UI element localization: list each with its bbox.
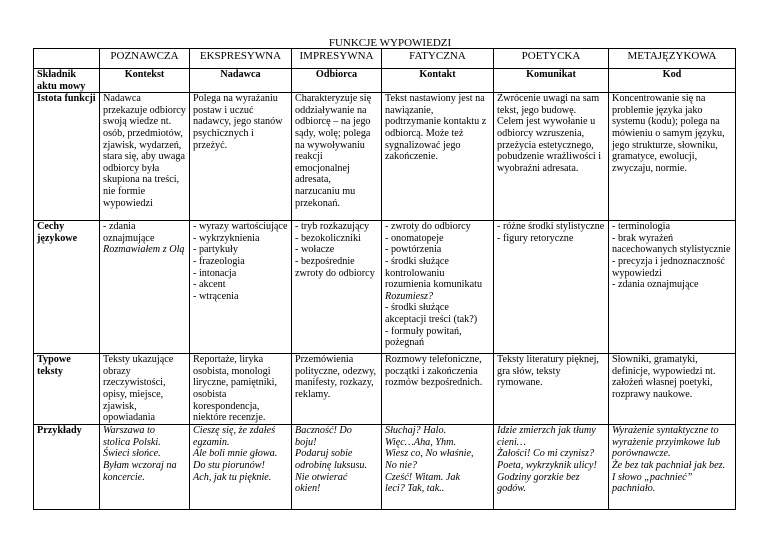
cell-line: - intonacja (193, 267, 237, 279)
cell-line: - wołacze (295, 244, 335, 256)
cell-line: koncercie. (103, 471, 145, 483)
cell-line: cieni… (497, 436, 526, 448)
cell-line: - wyrazy wartościujące (193, 221, 288, 233)
cell-line: leci? Tak, tak.. (385, 483, 445, 495)
cell-line: odrobinę luksusu. (295, 459, 368, 471)
table-cell: Rozmowy telefoniczne, początki i zakończenia rozmów bezpośrednich. (382, 354, 494, 425)
table-cell: Zwrócenie uwagi na sam tekst, jego budowę. Celem jest wywołanie u odbiorcy wzruszenia, przeżycia estetycznego, pobudzenie wrażliwości i wyobraźni adresata. (494, 93, 609, 221)
table-cell (494, 425, 609, 510)
table-cell (100, 425, 190, 510)
function-header: FATYCZNA (382, 49, 494, 69)
component-header-row (34, 69, 736, 93)
component-header: Kontakt (382, 69, 494, 93)
cell-line: Warszawa to (103, 425, 155, 437)
cell-line: Ach, jak tu pięknie. (193, 471, 272, 483)
component-header: Nadawca (190, 69, 292, 93)
table-cell (609, 221, 736, 354)
table-cell: Koncentrowanie się na problemie języka jako systemu (kodu); polega na mówieniu o samym języku, jego strukturze, słowniku, gramatyce, ewolucji, zwyczaju, normie. (609, 93, 736, 221)
function-header-row (34, 49, 736, 69)
cell-line: Rozmawiałem z Olą (103, 244, 185, 256)
cell-line: Żałości! Co mi czynisz? (497, 448, 595, 460)
table-cell (609, 425, 736, 510)
row-label: Istota funkcji (34, 93, 100, 221)
cell-line: I słowo „pachnieć” (612, 471, 693, 483)
cell-line: Podaruj sobie (295, 448, 353, 460)
cell-line: - środki służące kontrolowaniu rozumienia komunikatu (385, 255, 483, 291)
cell-line: okien! (295, 483, 321, 495)
cell-line: - zdania oznajmujące (612, 279, 699, 291)
cell-line: wyrażenie przyimkowe lub (612, 436, 721, 448)
component-header: Kontekst (100, 69, 190, 93)
component-header: Kod (609, 69, 736, 93)
cell-line: Baczność! Do (295, 425, 352, 437)
cell-line: porównawcze. (612, 448, 671, 460)
cell-line: - zwroty do odbiorcy (385, 221, 471, 233)
cell-line: - powtórzenia (385, 244, 442, 256)
row-label: Typowe teksty (34, 354, 100, 425)
cell-line: Poeta, wykrzyknik ulicy! (497, 459, 597, 471)
cell-line: Cześć! Witam. Jak (385, 471, 460, 483)
table-row (34, 93, 736, 221)
cell-line: boju! (295, 436, 317, 448)
table-row (34, 354, 736, 425)
cell-line: Rozumiesz? (385, 290, 434, 302)
cell-line: Słuchaj? Halo. (385, 425, 447, 437)
row-header-label: Składnik aktu mowy (34, 69, 100, 93)
table-cell (382, 221, 494, 354)
component-header: Komunikat (494, 69, 609, 93)
cell-line: - brak wyrażeń nacechowanych stylistycznie (612, 232, 731, 256)
table-cell: Słowniki, gramatyki, definicje, wypowiedzi nt. założeń własnej poetyki, rozprawy naukowe. (609, 354, 736, 425)
cell-line: - wykrzyknienia (193, 232, 260, 244)
document-title: FUNKCJE WYPOWIEDZI (328, 37, 452, 49)
cell-line: - zdania oznajmujące (103, 221, 155, 244)
row-label: Przykłady (34, 425, 100, 510)
cell-line: - onomatopeje (385, 232, 444, 244)
cell-line: Byłam wczoraj na (103, 459, 177, 471)
cell-line: No nie? (385, 459, 417, 471)
table-cell (190, 221, 292, 354)
cell-line: - bezpośrednie zwroty do odbiorcy (295, 255, 375, 279)
cell-line: - akcent (193, 279, 226, 291)
cell-line: - frazeologia (193, 255, 245, 267)
cell-line: Godziny gorzkie bez (497, 471, 580, 483)
cell-line: Idzie zmierzch jak tłumy (497, 425, 596, 437)
cell-line: - bezokoliczniki (295, 232, 361, 244)
table-cell (190, 425, 292, 510)
component-header: Odbiorca (292, 69, 382, 93)
function-header: POZNAWCZA (100, 49, 190, 69)
table-cell: Nadawca przekazuje odbiorcy swoją wiedze nt. osób, przedmiotów, zjawisk, wydarzeń, stara się, aby uwaga odbiorcy była skupiona na treści, nie formie wypowiedzi (100, 93, 190, 221)
cell-line: Cieszę się, że zdałeś (193, 425, 276, 437)
corner-cell (34, 49, 100, 69)
cell-line: Świeci słońce. (103, 448, 161, 460)
cell-line: - formuły powitań, pożegnań (385, 325, 465, 349)
row-label: Cechy językowe (34, 221, 100, 354)
cell-line: godów. (497, 483, 526, 495)
cell-line: Więc…Aha, Yhm. (385, 436, 457, 448)
cell-line: Że bez tak pachniał jak bez. (612, 459, 726, 471)
table-cell: Reportaże, liryka osobista, monologi liryczne, pamiętniki, osobista korespondencja, niektóre recenzje. (190, 354, 292, 425)
table-cell: Teksty literatury pięknej, gra słów, teksty rymowane. (494, 354, 609, 425)
cell-line: egzamin. (193, 436, 230, 448)
table-cell: Charakteryzuje się oddziaływanie na odbiorcę – na jego sądy, wolę; polega na wywoływaniu reakcji emocjonalnej adresata, narzucaniu mu przekonań. (292, 93, 382, 221)
table-cell (382, 425, 494, 510)
cell-line: Ale boli mnie głowa. (193, 448, 278, 460)
cell-line: stolica Polski. (103, 436, 161, 448)
cell-line: - terminologia (612, 221, 670, 233)
table-cell: Polega na wyrażaniu postaw i uczuć nadawcy, jego stanów psychicznych i przeżyć. (190, 93, 292, 221)
cell-line: - różne środki stylistyczne (497, 221, 605, 233)
table-row (34, 221, 736, 354)
cell-line: Nie otwierać (295, 471, 348, 483)
function-header: POETYCKA (494, 49, 609, 69)
table-cell (100, 221, 190, 354)
cell-line: - precyzja i jednoznaczność wypowiedzi (612, 255, 728, 279)
cell-line: - partykuły (193, 244, 238, 256)
functions-table (33, 48, 736, 510)
table-row (34, 425, 736, 510)
table-cell (494, 221, 609, 354)
table-cell (292, 425, 382, 510)
table-cell (292, 221, 382, 354)
cell-line: - wtrącenia (193, 290, 239, 302)
cell-line: - figury retoryczne (497, 232, 574, 244)
cell-line: - tryb rozkazujący (295, 221, 370, 233)
table-cell: Teksty ukazujące obrazy rzeczywistości, opisy, miejsce, zjawisk, opowiadania (100, 354, 190, 425)
function-header: IMPRESYWNA (292, 49, 382, 69)
function-header: METAJĘZYKOWA (609, 49, 736, 69)
cell-line: Wiesz co, No właśnie, (385, 448, 474, 460)
cell-line: - środki służące akceptacji treści (tak?) (385, 302, 478, 325)
table-cell: Przemówienia polityczne, odezwy, manifesty, rozkazy, reklamy. (292, 354, 382, 425)
cell-line: pachniało. (612, 483, 656, 495)
cell-line: Wyrażenie syntaktyczne to (612, 425, 719, 437)
function-header: EKSPRESYWNA (190, 49, 292, 69)
cell-line: Do stu piorunów! (193, 459, 265, 471)
table-cell: Tekst nastawiony jest na nawiązanie, podtrzymanie kontaktu z odbiorcą. Może też sygnalizować jego zakończenie. (382, 93, 494, 221)
